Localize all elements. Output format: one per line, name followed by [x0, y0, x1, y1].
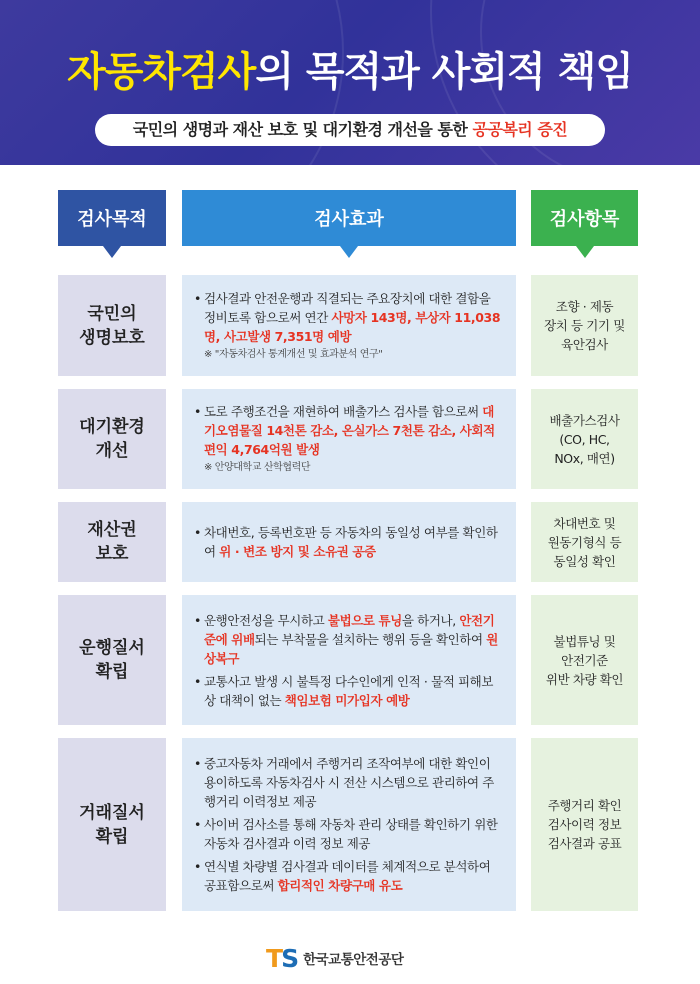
column-header-effect: 검사효과 — [182, 190, 516, 246]
title-highlight: 자동차검사 — [67, 49, 256, 95]
row-property-items: 차대번호 및 원동기형식 등 동일성 확인 — [531, 502, 638, 582]
header-banner — [0, 0, 700, 165]
list-item: • 도로 주행조건을 재현하여 배출가스 검사를 함으로써 대기오염물질 14천톤 감소, 온실가스 7천톤 감소, 사회적편익 4,764억원 발생 — [194, 402, 502, 459]
row-life-purpose: 국민의 생명보호 — [58, 275, 166, 376]
row-property-purpose: 재산권 보호 — [58, 502, 166, 582]
footer-logo — [266, 944, 403, 972]
row-air-effect — [182, 389, 516, 489]
row-life-items: 조향 · 제동 장치 등 기기 및 육안검사 — [531, 275, 638, 376]
list-item: • 검사결과 안전운행과 직결되는 주요장치에 대한 결함을 정비토록 함으로써 연간 사망자 143명, 부상자 11,038명, 사고발생 7,351명 예방 — [194, 289, 502, 346]
organization-name: 한국교통안전공단 — [303, 952, 404, 968]
column-header-items: 검사항목 — [531, 190, 638, 246]
source-note: ※ "자동차검사 통계개선 및 효과분석 연구" — [204, 348, 383, 360]
list-item: • 연식별 차량별 검사결과 데이터를 체계적으로 분석하여 공표함으로써 합리적인 차량구매 유도 — [194, 857, 502, 895]
row-air-purpose: 대기환경 개선 — [58, 389, 166, 489]
row-life-effect — [182, 275, 516, 376]
row-trade-items: 주행거리 확인 검사이력 정보 검사결과 공표 — [531, 738, 638, 911]
list-item: • 차대번호, 등록번호판 등 자동차의 동일성 여부를 확인하여 위 · 변조 방지 및 소유권 공증 — [194, 523, 502, 561]
row-traffic-purpose: 운행질서 확립 — [58, 595, 166, 725]
subtitle-pill — [95, 114, 605, 146]
row-trade-purpose: 거래질서 확립 — [58, 738, 166, 911]
list-item: • 운행안전성을 무시하고 불법으로 튜닝을 하거나, 안전기준에 위배되는 부착물을 설치하는 행위 등을 확인하여 원상복구 — [194, 611, 502, 668]
column-header-purpose: 검사목적 — [58, 190, 166, 246]
list-item: • 사이버 검사소를 통해 자동차 관리 상태를 확인하기 위한 자동차 검사결과 이력 정보 제공 — [194, 815, 502, 853]
row-traffic-effect — [182, 595, 516, 725]
list-item: • 중고자동차 거래에서 주행거리 조작여부에 대한 확인이 용이하도록 자동차검사 시 전산 시스템으로 관리하여 주행거리 이력정보 제공 — [194, 754, 502, 811]
title-rest: 의 목적과 사회적 책임 — [255, 49, 633, 95]
subtitle-text: 국민의 생명과 재산 보호 및 대기환경 개선을 통한 — [132, 120, 473, 139]
subtitle-highlight: 공공복리 증진 — [472, 120, 568, 139]
source-note: ※ 안양대학교 산학협력단 — [204, 462, 311, 473]
row-traffic-items: 불법튜닝 및 안전기준 위반 차량 확인 — [531, 595, 638, 725]
row-property-effect — [182, 502, 516, 582]
page-title — [0, 40, 700, 97]
row-air-items: 배출가스검사 (CO, HC, NOx, 매연) — [531, 389, 638, 489]
list-item: • 교통사고 발생 시 불특정 다수인에게 인적 · 물적 피해보상 대책이 없는 책임보험 미가입자 예방 — [194, 672, 502, 710]
ts-logo-icon: T S — [266, 943, 298, 973]
row-trade-effect — [182, 738, 516, 911]
